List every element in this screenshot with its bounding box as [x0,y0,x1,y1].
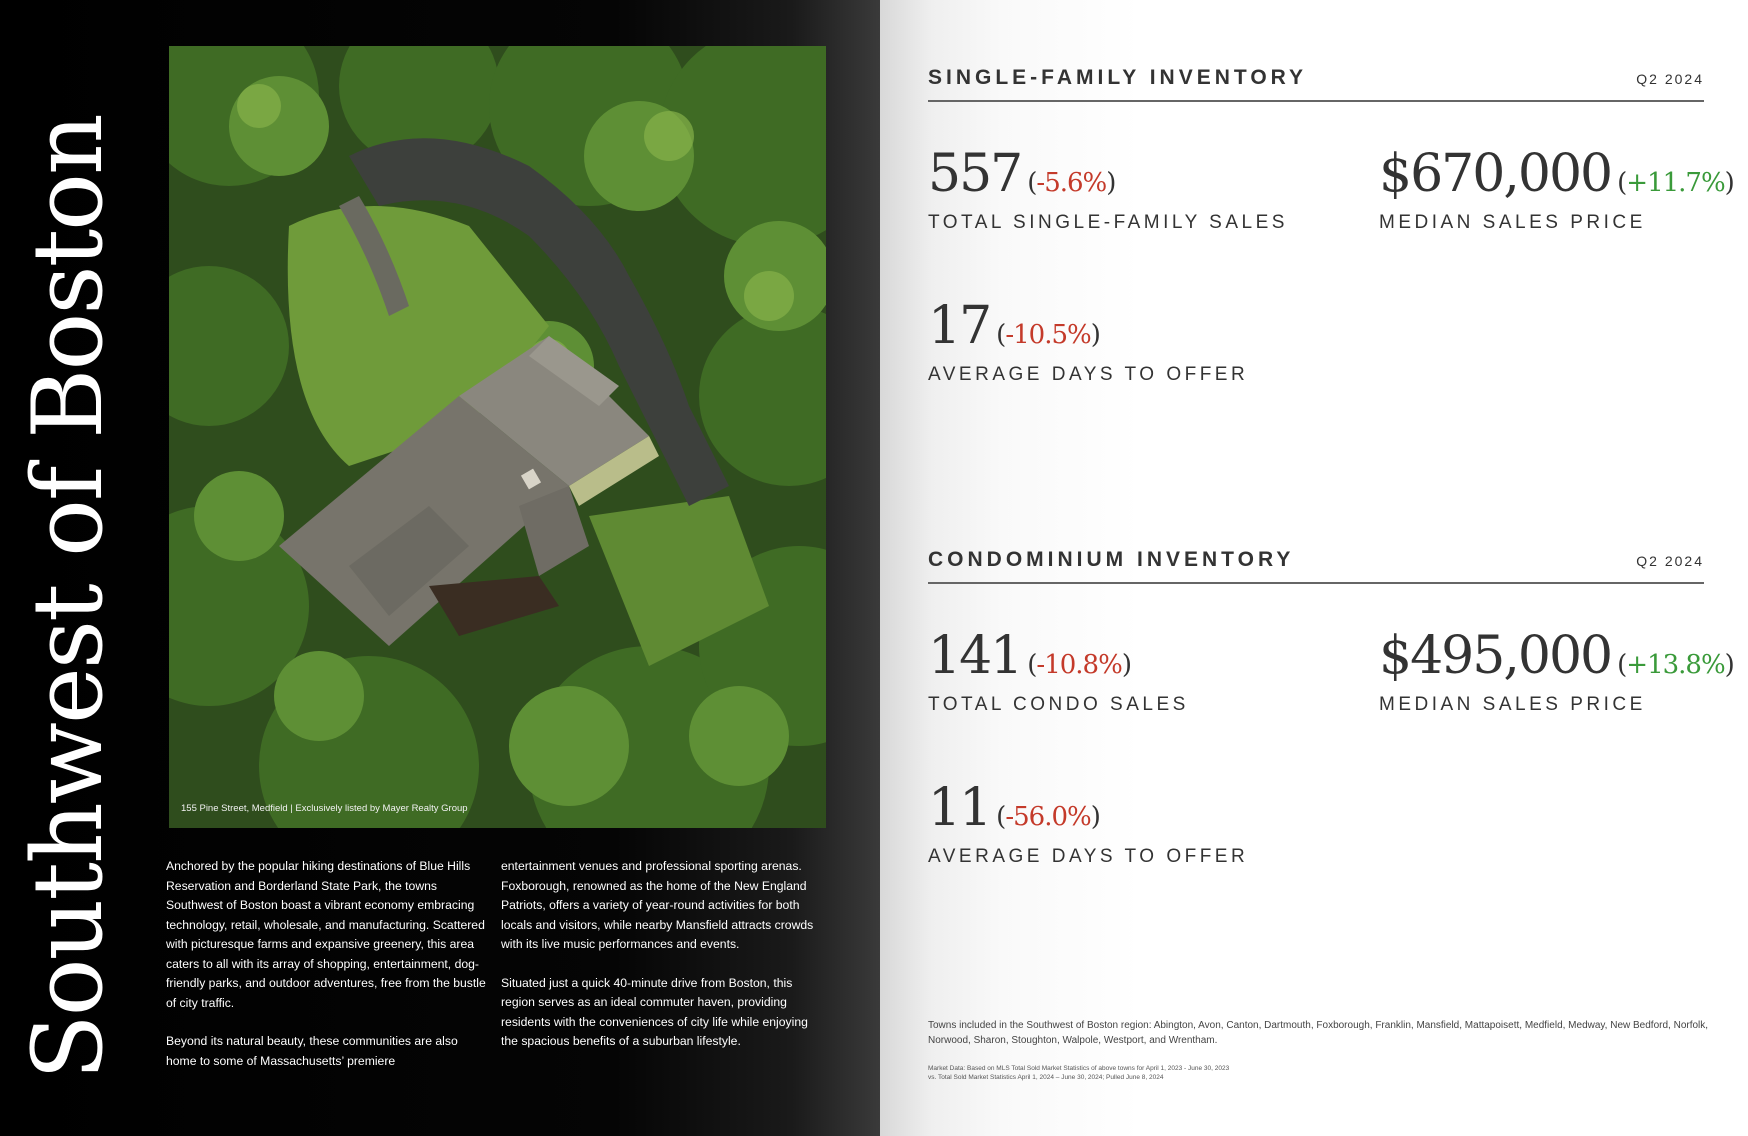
body-paragraph: Anchored by the popular hiking destinations of Blue Hills Reservation and Borderland State Park, the towns Southwest of Boston boast a vibrant economy embracing technology, retail, wholesale, and manufacturing. Scattered with picturesque farms and expansive greenery, this area caters to all with its array of shopping, entertainment, dog-friendly parks, and outdoor adventures, free from the bustle of city traffic. [166,859,486,1010]
stat-change: (-5.6%) [1027,168,1116,198]
stat-change: (-10.8%) [1027,650,1131,680]
body-paragraph: entertainment venues and professional sporting arenas. Foxborough, renowned as the home of the New England Patriots, offers a variety of year-round activities for both locals and visitors, while nearby Mansfield attracts crowds with its live music performances and events. [501,859,814,951]
stat-label: TOTAL CONDO SALES [928,694,1189,715]
stat-label: TOTAL SINGLE-FAMILY SALES [928,212,1288,233]
towns-footnote: Towns included in the Southwest of Boston region: Abington, Avon, Canton, Dartmouth, Foxborough, Franklin, Mansfield, Mattapoisett, Medfield, Medway, New Bedford, Norfolk, Norwood, Sharon, Stoughton, Walpole, Westport, and Wrentham. [928,1020,1709,1046]
stat-label: MEDIAN SALES PRICE [1379,212,1646,233]
condo-header [928,548,1704,584]
stat-value: 11 [928,778,991,838]
section-title: CONDOMINIUM INVENTORY [928,548,1295,571]
stat-value: 17 [928,296,991,356]
sf-median-price-stat [1379,144,1734,234]
stat-label: AVERAGE DAYS TO OFFER [928,846,1249,867]
stat-change: (+11.7%) [1617,168,1734,198]
stat-label: MEDIAN SALES PRICE [1379,694,1646,715]
stat-value: 141 [928,626,1022,686]
stat-change: (-56.0%) [996,802,1100,832]
aerial-house-photo [169,46,826,828]
region-title: Southwest of Boston [12,115,124,1080]
sf-total-sales-stat [928,144,1288,234]
single-family-header [928,66,1704,102]
stat-value: $670,000 [1379,144,1612,204]
market-data-line: vs. Total Sold Market Statistics April 1, 2024 – June 30, 2024; Pulled June 8, 2024 [928,1074,1164,1081]
section-title: SINGLE-FAMILY INVENTORY [928,66,1308,89]
condo-days-to-offer-stat [928,778,1249,868]
sf-days-to-offer-stat [928,296,1249,386]
stat-label: AVERAGE DAYS TO OFFER [928,364,1249,385]
body-text-column-2 [501,857,821,1071]
stat-change: (-10.5%) [996,320,1100,350]
body-paragraph: Situated just a quick 40-minute drive from Boston, this region serves as an ideal commuter haven, providing residents with the conveniences of city life while enjoying the spacious benefits of a suburban lifestyle. [501,975,808,1048]
aerial-photo-illustration [169,46,826,828]
stat-value: 557 [928,144,1022,204]
body-paragraph: Beyond its natural beauty, these communities are also home to some of Massachusetts’ premiere [166,1034,458,1068]
quarter-label: Q2 2024 [1636,71,1704,87]
body-text-column-1 [166,857,486,1090]
market-data-line: Market Data: Based on MLS Total Sold Market Statistics of above towns for April 1, 2023 - June 30, 2023 [928,1065,1230,1072]
quarter-label: Q2 2024 [1636,553,1704,569]
right-page [880,0,1748,1136]
photo-caption: 155 Pine Street, Medfield | Exclusively listed by Mayer Realty Group [181,803,468,814]
stat-change: (+13.8%) [1617,650,1734,680]
market-data-footnote [928,1064,1528,1082]
stat-value: $495,000 [1379,626,1612,686]
condo-median-price-stat [1379,626,1734,716]
condo-total-sales-stat [928,626,1189,716]
